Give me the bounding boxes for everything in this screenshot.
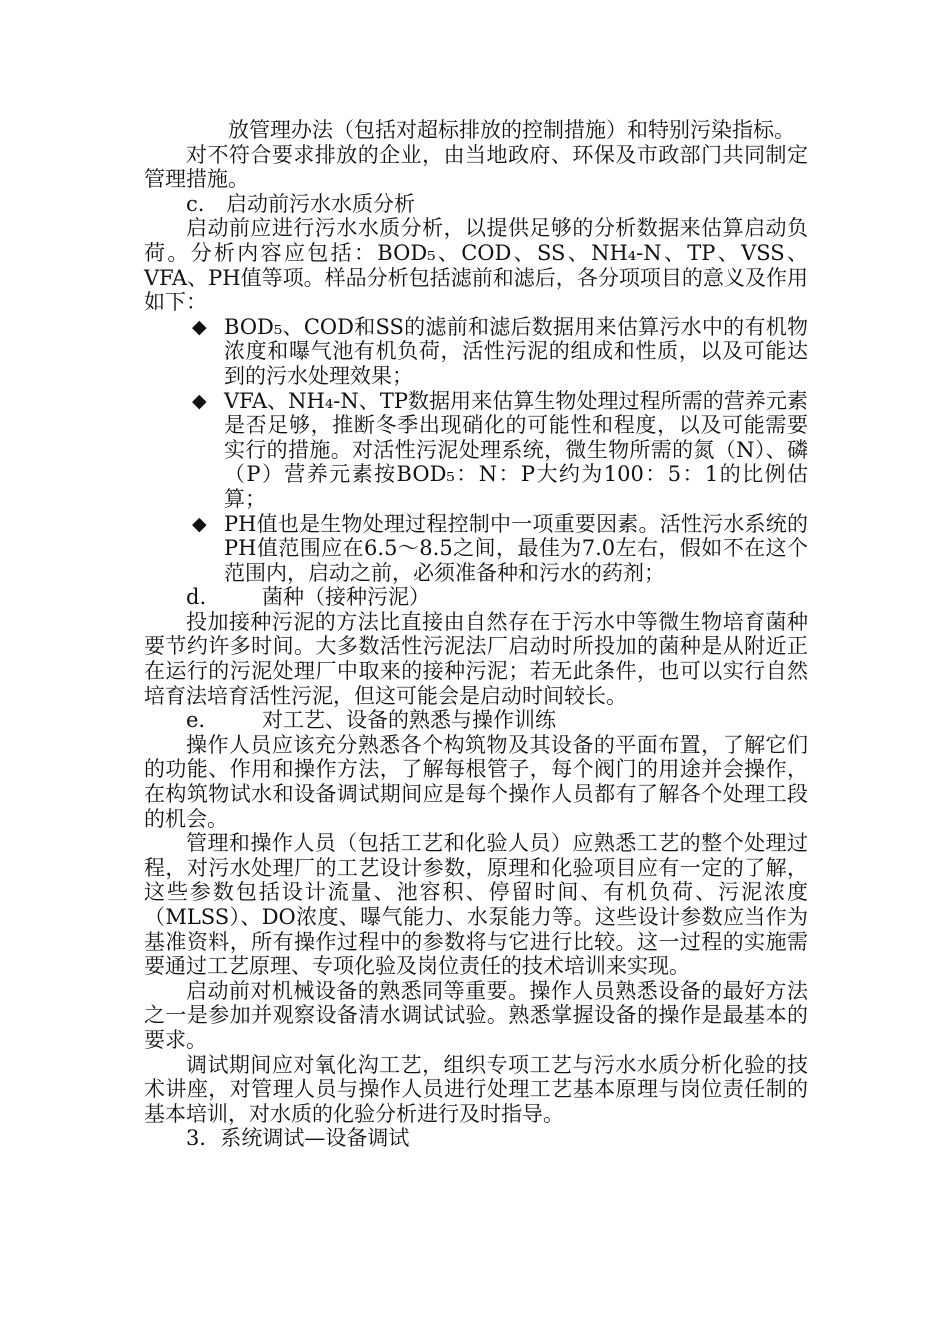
heading-c-label: c. (186, 191, 205, 216)
heading-d (144, 585, 808, 610)
list-item (144, 512, 808, 586)
list-item (144, 389, 808, 512)
list-item-text: BOD₅、COD和SS的滤前和滤后数据用来估算污水中的有机物浓度和曝气池有机负荷，活性污泥的组成和性质，以及可能达到的污水处理效果； (224, 314, 808, 388)
heading-e-label: e. (186, 708, 206, 733)
paragraph-seed-sludge: 投加接种污泥的方法比直接由自然存在于污水中等微生物培育菌种要节约许多时间。大多数活性污泥法厂启动时所投加的菌种是从附近正在运行的污泥处理厂中取来的接种污泥；若无此条件，也可以实行自然培育法培育活性污泥，但这可能会是启动时间较长。 (144, 609, 808, 708)
heading-e-title: 对工艺、设备的熟悉与操作训练 (262, 708, 556, 733)
list-item (144, 315, 808, 389)
analysis-item-list (144, 315, 808, 586)
paragraph-water-quality-analysis: 启动前应进行污水水质分析，以提供足够的分析数据来估算启动负荷。分析内容应包括：BOD₅、COD、SS、NH₄-N、TP、VSS、VFA、PH值等项。样品分析包括滤前和滤后，各分项项目的意义及作用如下： (144, 216, 808, 315)
heading-d-label: d. (186, 585, 207, 610)
list-item-text: PH值也是生物处理过程控制中一项重要因素。活性污水系统的PH值范围应在6.5～8.5之间，最佳为7.0左右，假如不在这个范围内，启动之前，必须准备种和污水的药剂； (224, 511, 808, 585)
heading-d-title: 菌种（接种污泥） (262, 585, 430, 610)
paragraph-training: 调试期间应对氧化沟工艺，组织专项工艺与污水水质分析化验的技术讲座，对管理人员与操作人员进行处理工艺基本原理与岗位责任制的基本培训，对水质的化验分析进行及时指导。 (144, 1052, 808, 1126)
paragraph-process-parameters: 管理和操作人员（包括工艺和化验人员）应熟悉工艺的整个处理过程，对污水处理厂的工艺设计参数，原理和化验项目应有一定的了解，这些参数包括设计流量、池容积、停留时间、有机负荷、污泥浓度（MLSS）、DO浓度、曝气能力、水泵能力等。这些设计参数应当作为基准资料，所有操作过程中的参数将与它进行比较。这一过程的实施需要通过工艺原理、专项化验及岗位责任的技术培训来实现。 (144, 831, 808, 979)
diamond-bullet-icon: ◆ (192, 512, 207, 535)
document-page (144, 118, 808, 1151)
section-heading-3: 3．系统调试—设备调试 (186, 1126, 410, 1151)
list-item-text: VFA、NH₄-N、TP数据用来估算生物处理过程所需的营养元素是否足够，推断冬季出现硝化的可能性和程度，以及可能需要实行的措施。对活性污泥处理系统，微生物所需的氮（N）、磷（P）营养元素按BOD₅：N：P大约为100：5：1的比例估算； (224, 388, 808, 511)
heading-c (144, 192, 808, 217)
paragraph-continuation: 放管理办法（包括对超标排放的控制措施）和特别污染指标。 (228, 118, 795, 142)
heading-c-title: 启动前污水水质分析 (226, 191, 415, 216)
paragraph-operator-familiarization: 操作人员应该充分熟悉各个构筑物及其设备的平面布置，了解它们的功能、作用和操作方法，了解每根管子，每个阀门的用途并会操作，在构筑物试水和设备调试期间应是每个操作人员都有了解各个处理工段的机会。 (144, 732, 808, 831)
diamond-bullet-icon: ◆ (192, 315, 207, 338)
paragraph-noncompliant-enterprises: 对不符合要求排放的企业，由当地政府、环保及市政部门共同制定管理措施。 (144, 142, 808, 192)
heading-e (144, 708, 808, 733)
diamond-bullet-icon: ◆ (192, 389, 207, 412)
paragraph-equipment-familiarization: 启动前对机械设备的熟悉同等重要。操作人员熟悉设备的最好方法之一是参加并观察设备清水调试试验。熟悉掌握设备的操作是最基本的要求。 (144, 978, 808, 1052)
